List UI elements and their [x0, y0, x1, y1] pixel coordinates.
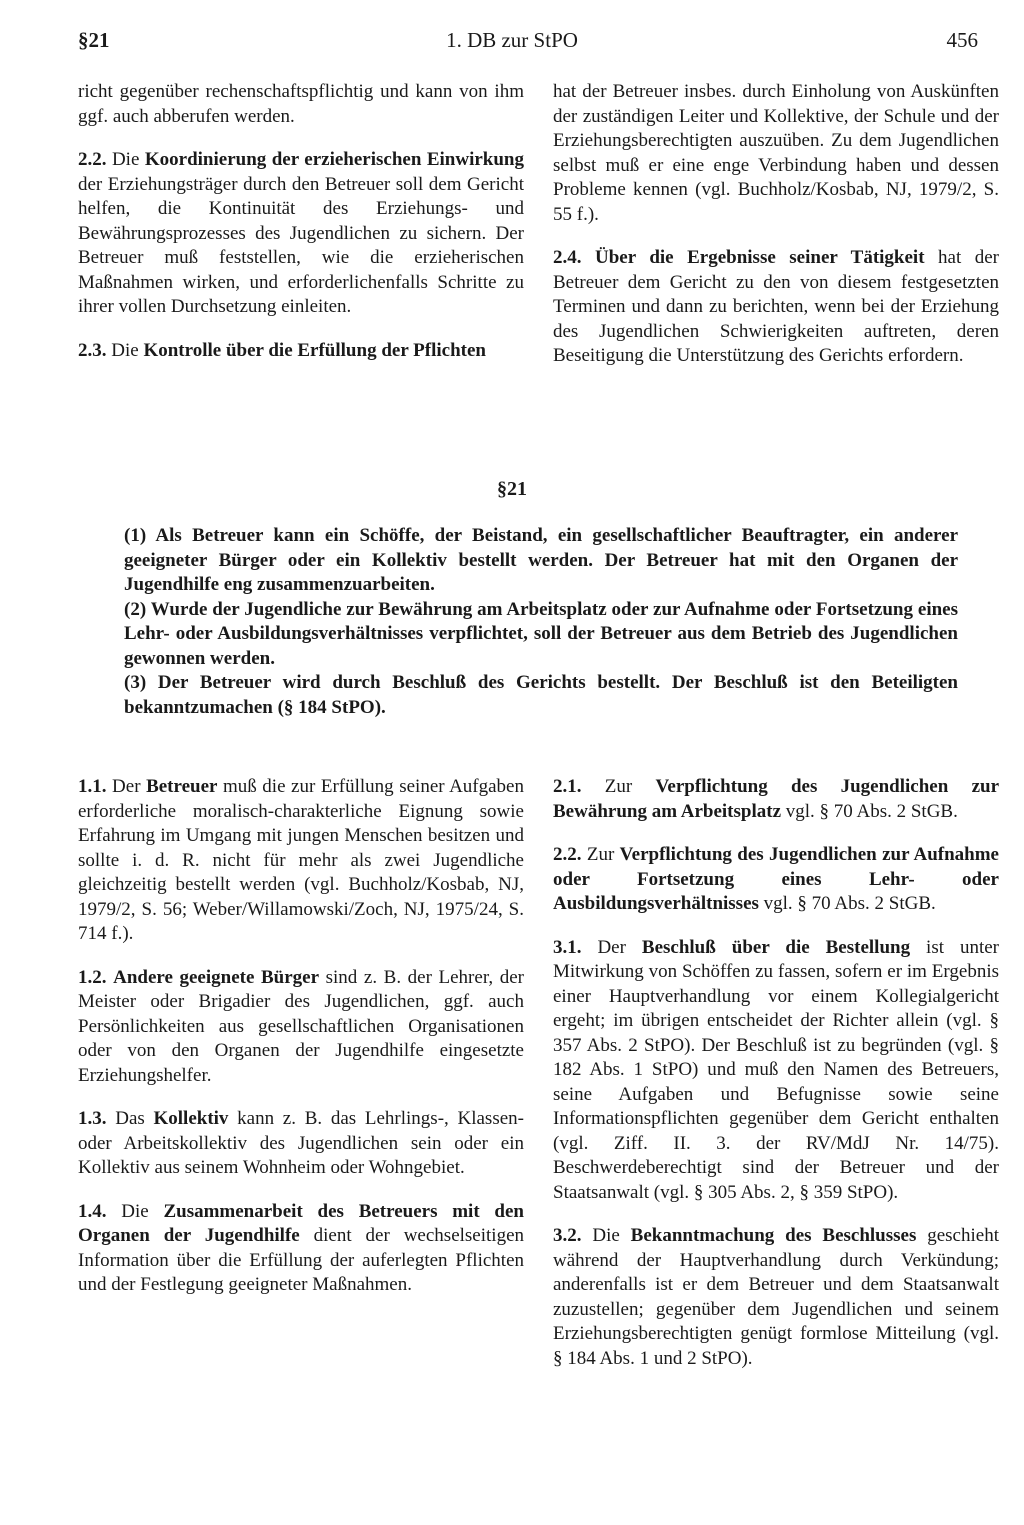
top-left-column: [78, 80, 524, 363]
keyword: Andere geeignete Bürger: [113, 966, 320, 988]
keyword: Kontrolle über die Erfüllung der Pflichten: [143, 339, 486, 361]
paragraph-2-1: 2.1. Zur Verpflichtung des Jugendlichen zur Bewährung am Arbeitsplatz vgl. § 70 Abs. 2 StGB.: [553, 776, 999, 822]
running-header-section: §21: [78, 28, 110, 52]
paragraph-1-2: 1.2. Andere geeignete Bürger sind z. B. der Lehrer, der Meister oder Brigadier des Jugendlichen, ggf. auch Persönlichkeiten aus gesellschaftlichen Organisationen oder von den Organen der Jugendhilfe eingesetzte Erziehungshelfer.: [78, 966, 524, 1086]
paragraph-1-1: 1.1. Der Betreuer muß die zur Erfüllung seiner Aufgaben erforderliche moralisch-charakterliche Eignung sowie Erfahrung im Umgang mit jungen Menschen besitzen und sollte i. d. R. nicht für mehr als zwei Jugendliche gleichzeitig bestellt werden (vgl. Buchholz/Kosbab, NJ, 1979/2, S. 56; Weber/Willamowski/Zoch, NJ, 1975/24, S. 714 f.).: [78, 776, 524, 944]
paragraph-number: 1.3.: [78, 1108, 107, 1129]
paragraph-3-1: 3.1. Der Beschluß über die Bestellung ist unter Mitwirkung von Schöffen zu fassen, sofern er im Ergebnis einer Hauptverhandlung vor einem Kollegialgericht ergeht; im übrigen entscheidet der Richter allein (vgl. § 357 Abs. 2 StPO). Der Beschluß ist zu begründen (vgl. § 182 Abs. 1 StPO) und muß den Namen des Betreuers, seine Aufgaben und Befugnisse sowie seine Informationspflichten gegenüber dem Gericht enthalten (vgl. Ziff. II. 3. der RV/MdJ Nr. 14/75). Beschwerdeberechtigt sind der Betreuer und der Staatsanwalt (vgl. § 305 Abs. 2, § 359 StPO).: [553, 936, 999, 1203]
paragraph-number: 2.2.: [78, 149, 107, 170]
paragraph-number: 2.1.: [553, 776, 582, 797]
paragraph-number: 1.2.: [78, 966, 107, 988]
paragraph-1-4: 1.4. Die Zusammenarbeit des Betreuers mit den Organen der Jugendhilfe dient der wechselseitigen Information über die Erfüllung der auferlegten Pflichten und der Festlegung geeigneter Maßnahmen.: [78, 1200, 524, 1295]
keyword: Betreuer: [146, 776, 218, 797]
bottom-left-column: [78, 775, 524, 1298]
paragraph-continued: richt gegenüber rechenschaftspflichtig und kann von ihm ggf. auch abberufen werden.: [78, 81, 524, 127]
paragraph-number: 2.2.: [553, 844, 582, 865]
paragraph-2-4: 2.4. Über die Ergebnisse seiner Tätigkeit hat der Betreuer dem Gericht zu den von diesem festgesetzten Terminen und dann zu berichten, wenn bei der Erziehung des Jugendlichen Schwierigkeiten auftreten, deren Beseitigung die Unterstützung des Gerichts erfordern.: [553, 247, 1000, 366]
statute-paragraph-1: (1) Als Betreuer kann ein Schöffe, der Beistand, ein gesellschaftlicher Beauftragter, ein anderer geeigneter Bürger oder ein Kollektiv bestellt werden. Der Betreuer hat mit den Organen der Jugendhilfe eng zusammenzuarbeiten.: [124, 525, 958, 595]
paragraph-2-2: 2.2. Zur Verpflichtung des Jugendlichen zur Aufnahme oder Fortsetzung eines Lehr- oder Ausbildungsverhältnisses vgl. § 70 Abs. 2 StGB.: [553, 844, 999, 914]
statute-paragraph-3: (3) Der Betreuer wird durch Beschluß des Gerichts bestellt. Der Beschluß ist den Beteiligten bekanntzumachen (§ 184 StPO).: [124, 672, 958, 718]
keyword: Kollektiv: [153, 1108, 229, 1129]
section-heading: §21: [497, 478, 527, 500]
keyword: Koordinierung der erzieherischen Einwirkung: [144, 149, 525, 170]
page-number: 456: [946, 28, 978, 52]
paragraph-2-3: 2.3. Die Kontrolle über die Erfüllung der Pflichten: [78, 339, 486, 361]
statute-paragraph-2: (2) Wurde der Jugendliche zur Bewährung am Arbeitsplatz oder zur Aufnahme oder Fortsetzung eines Lehr- oder Ausbildungsverhältnisses verpflichtet, soll der Betreuer aus dem Betrieb des Jugendlichen gewonnen werden.: [124, 598, 958, 669]
bottom-right-column: [553, 775, 999, 1371]
paragraph-number: 1.1.: [78, 776, 107, 797]
statute-text: [124, 524, 958, 720]
keyword: Über die Ergebnisse seiner Tätigkeit: [595, 247, 925, 268]
keyword: Bekanntmachung des Beschlusses: [630, 1225, 917, 1246]
paragraph-number: 3.1.: [553, 936, 582, 958]
keyword: Verpflichtung des Jugendlichen zur Bewährung am Arbeitsplatz: [553, 776, 999, 822]
keyword: Verpflichtung des Jugendlichen zur Aufnahme oder Fortsetzung eines Lehr- oder Ausbildungsverhältnisses: [553, 844, 999, 914]
running-header-title: 1. DB zur StPO: [446, 28, 578, 52]
paragraph-number: 2.4.: [553, 247, 582, 268]
paragraph-number: 1.4.: [78, 1200, 107, 1222]
paragraph-continued: hat der Betreuer insbes. durch Einholung von Auskünften der zuständigen Leiter und Kollektive, der Schule und der Erziehungsberechtigten auszuüben. Zu dem Jugendlichen selbst muß er eine enge Verbindung haben und dessen Probleme kennen (vgl. Buchholz/Kosbab, NJ, 1979/2, S. 55 f.).: [553, 81, 999, 225]
top-right-column: [553, 80, 999, 369]
paragraph-3-2: 3.2. Die Bekanntmachung des Beschlusses geschieht während der Hauptverhandlung durch Verkündung; anderenfalls ist er dem Betreuer und dem Staatsanwalt zuzustellen; gegenüber dem Jugendlichen und seinem Erziehungsberechtigten genügt formlose Mitteilung (vgl. § 184 Abs. 1 und 2 StPO).: [553, 1225, 999, 1369]
keyword: Beschluß über die Bestellung: [641, 936, 911, 958]
paragraph-1-3: 1.3. Das Kollektiv kann z. B. das Lehrlings-, Klassen- oder Arbeitskollektiv des Jugendlichen sein oder ein Kollektiv aus seinem Wohnheim oder Wohngebiet.: [78, 1108, 524, 1178]
keyword: Zusammenarbeit des Betreuers mit den Organen der Jugendhilfe: [78, 1200, 524, 1246]
paragraph-number: 2.3.: [78, 339, 107, 361]
paragraph-2-2: 2.2. Die Koordinierung der erzieherischen Einwirkung der Erziehungsträger durch den Betreuer soll dem Gericht helfen, die Kontinuität des Erziehungs- und Bewährungsprozesses des Jugendlichen zu sichern. Der Betreuer muß feststellen, wie die erzieherischen Maßnahmen wirken, und erforderlichenfalls Schritte zu ihrer vollen Durchsetzung einleiten.: [78, 149, 525, 317]
paragraph-number: 3.2.: [553, 1225, 582, 1246]
